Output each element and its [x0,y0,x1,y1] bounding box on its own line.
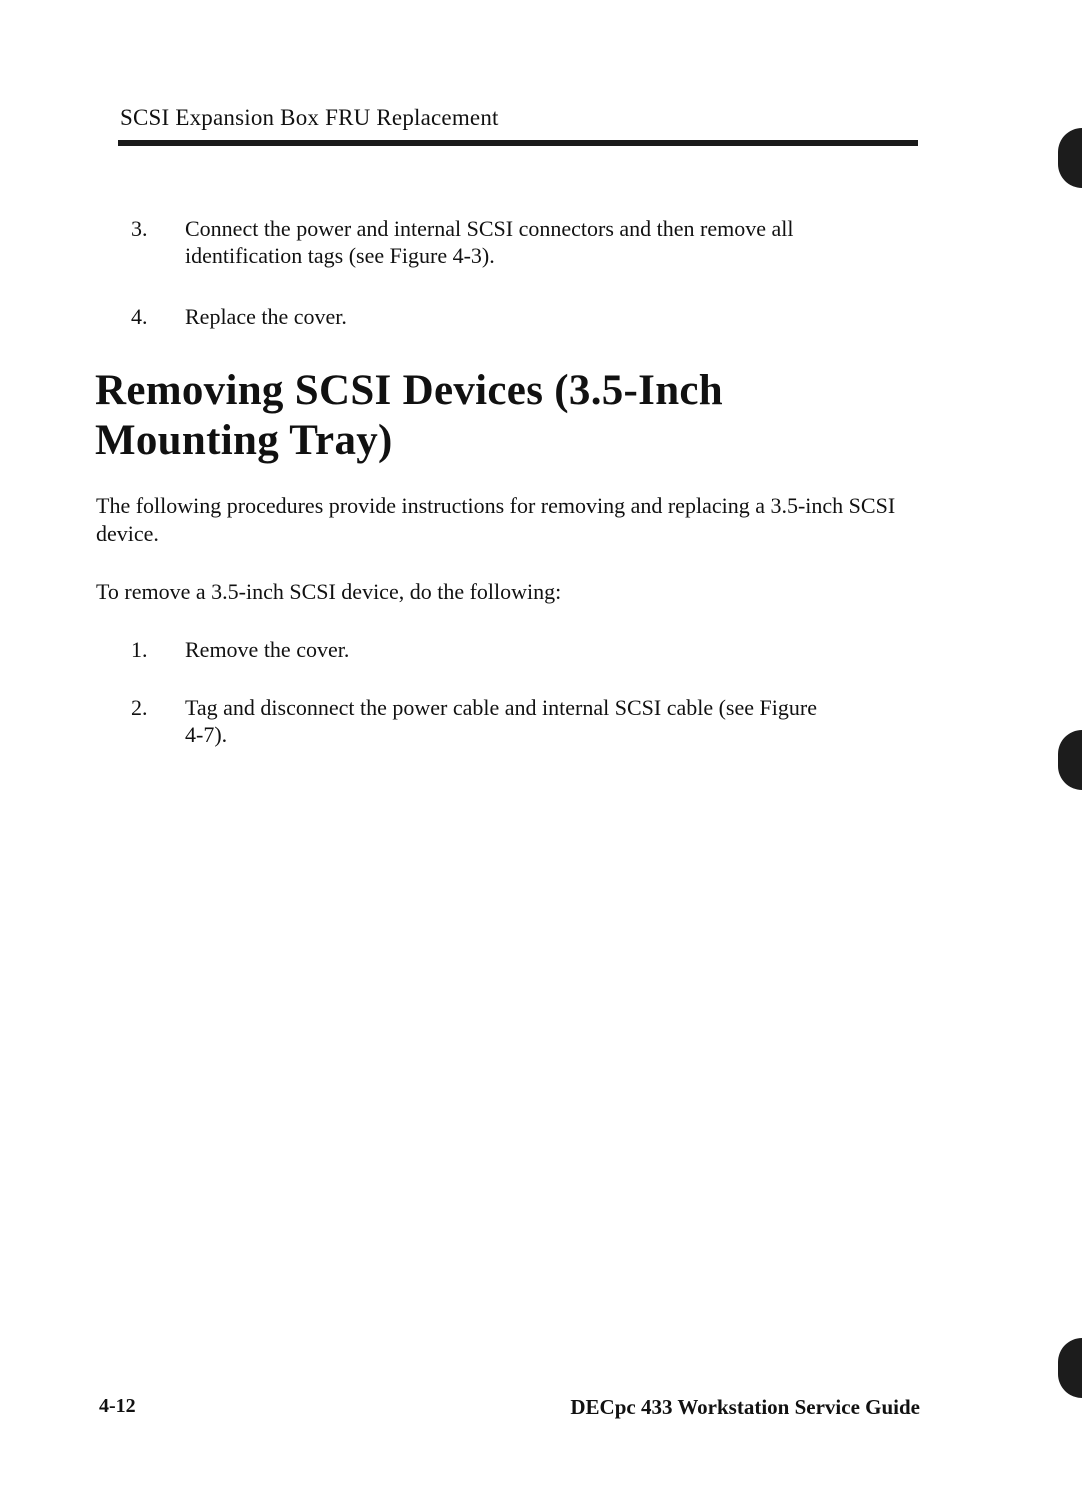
step-text: Remove the cover. [185,637,350,662]
lead-in-paragraph: To remove a 3.5-inch SCSI device, do the following: [96,579,562,604]
step-text: Connect the power and internal SCSI connectors and then remove all identification tags (see Figure 4-3). [185,216,794,268]
binder-hole-mark [1058,128,1082,188]
step-text: Replace the cover. [185,304,347,329]
step-number: 2. [131,695,148,720]
step-number: 4. [131,304,148,329]
book-title: DECpc 433 Workstation Service Guide [570,1395,920,1419]
page-number: 4-12 [99,1395,136,1417]
intro-paragraph: The following procedures provide instructions for removing and replacing a 3.5-inch SCSI device. [96,493,896,546]
binder-hole-mark [1058,1338,1082,1398]
step-number: 3. [131,216,148,241]
binder-hole-mark [1058,730,1082,790]
section-heading: Removing SCSI Devices (3.5-Inch Mounting Tray) [95,367,724,464]
step-number: 1. [131,637,148,662]
running-header: SCSI Expansion Box FRU Replacement [120,105,499,130]
header-rule [118,140,918,146]
step-text: Tag and disconnect the power cable and internal SCSI cable (see Figure 4-7). [185,695,817,747]
